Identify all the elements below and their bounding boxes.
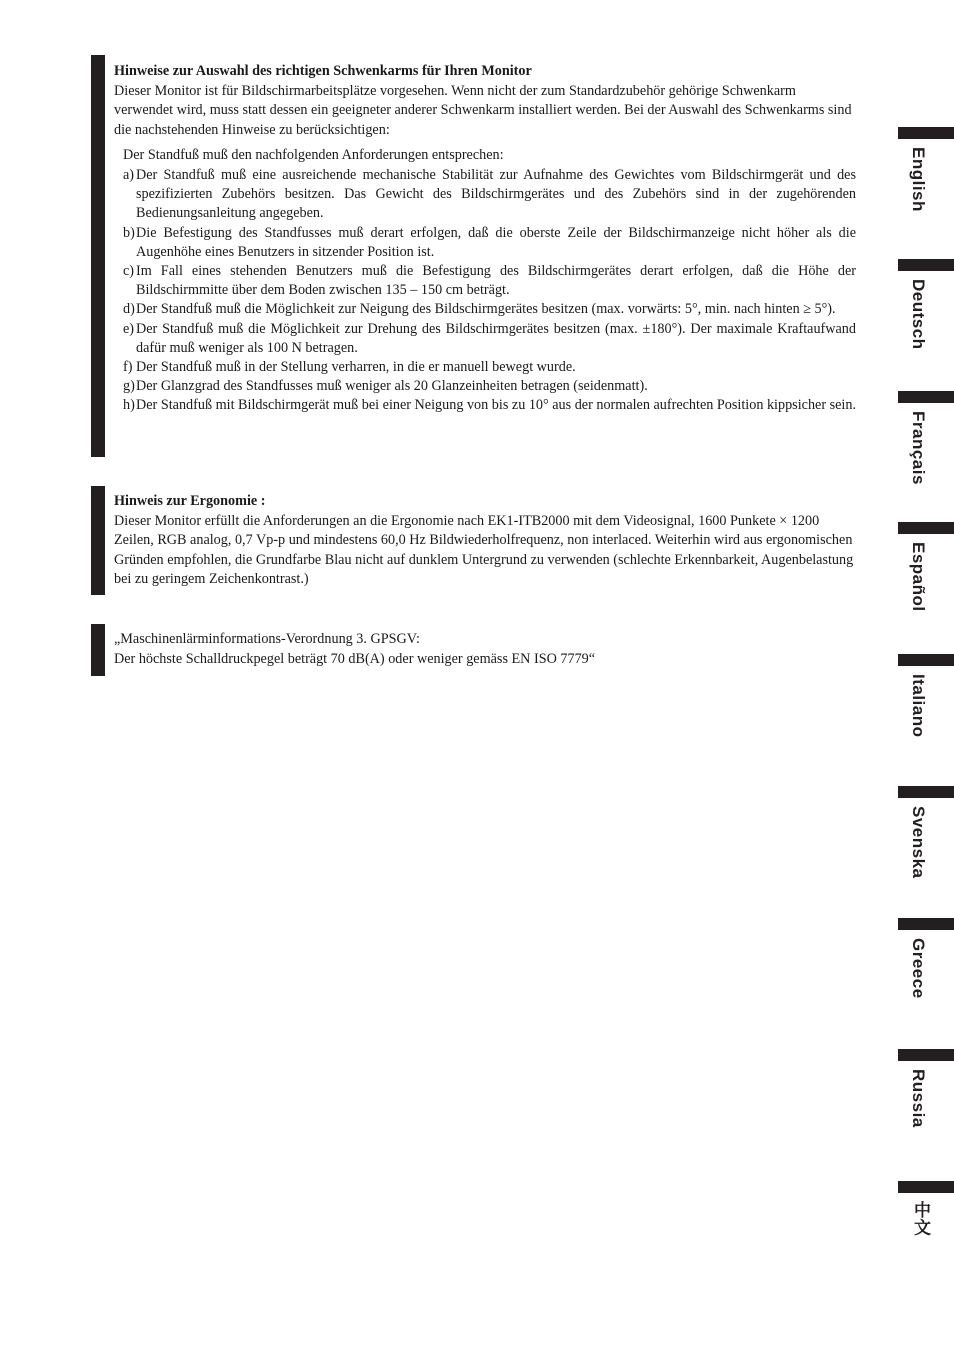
tab-label: English [909,147,928,212]
section-paragraph: Dieser Monitor ist für Bildschirmarbeitsplätze vorgesehen. Wenn nicht der zum Standardzubehör gehörige Schwenkarm verwendet wird, muss statt dessen ein geeigneter anderer Schwenkarm installiert werden. Bei der Auswahl des Schwenkarms sind die nachstehenden Hinweise zu berücksichtigen: [114,82,852,138]
tab-marker [898,1049,954,1061]
tab-english[interactable] [898,127,954,227]
tab-deutsch[interactable] [898,259,954,359]
list-item-text: Der Standfuß muß die Möglichkeit zur Neigung des Bildschirmgerätes besitzen (max. vorwärts: 5°, min. nach hinten ≥ 5°). [136,301,836,318]
list-item [123,320,856,358]
list-item-letter: f) [123,359,133,375]
list-item-letter: e) [123,320,135,337]
requirements-intro: Der Standfuß muß den nachfolgenden Anforderungen entsprechen: [123,147,504,164]
requirements-list [123,166,856,416]
list-item-letter: g) [123,378,135,395]
list-item-letter: a) [123,166,135,183]
tab-label: Deutsch [909,279,928,350]
tab-marker [898,918,954,930]
section-marker-bar [91,624,105,676]
list-item-letter: c) [123,262,135,279]
noise-level-statement: Der höchste Schalldruckpegel beträgt 70 dB(A) oder weniger gemäss EN ISO 7779“ [114,650,596,667]
list-item-letter: d) [123,301,135,318]
list-item [123,396,856,415]
tab-russia[interactable] [898,1049,954,1149]
tab-italiano[interactable] [898,654,954,754]
tab-marker [898,786,954,798]
tab-francais[interactable] [898,391,954,491]
tab-marker [898,391,954,403]
tab-label: Greece [909,938,928,999]
tab-label: Russia [909,1069,928,1128]
section-marker-bar [91,55,105,457]
list-item-text: Der Glanzgrad des Standfusses muß weniger als 20 Glanzeinheiten betragen (seidenmatt). [136,378,648,395]
tab-marker [898,1181,954,1193]
requirements-block [114,146,856,415]
section-marker-bar [91,486,105,595]
list-item-letter: b) [123,224,135,241]
list-item [123,166,856,224]
tab-greece[interactable] [898,918,954,1018]
section-content [114,55,856,416]
list-item [123,377,856,396]
list-item-text: Der Standfuß muß in der Stellung verharren, in die er manuell bewegt wurde. [136,359,576,375]
noise-regulation-title: „Maschinenlärminformations-Verordnung 3. GPSGV: [114,631,420,647]
list-item-text: Im Fall eines stehenden Benutzers muß die Befestigung des Bildschirmgerätes derart erfolgen, daß die Höhe der Bildschirmmitte über dem Boden zwischen 135 – 150 cm beträgt. [136,262,856,299]
tab-label: Italiano [909,674,928,738]
tab-label: Svenska [909,806,928,879]
list-item [123,358,856,377]
list-item [123,224,856,262]
section-content [114,486,856,590]
tab-label: Español [909,542,928,612]
noise-regulation-section [91,624,856,676]
ergonomics-section [91,486,856,595]
tab-label: Français [909,411,928,485]
list-item-text: Der Standfuß mit Bildschirmgerät muß bei einer Neigung von bis zu 10° aus der normalen aufrechten Position kippsicher sein. [136,397,857,414]
section-content [114,624,856,669]
section-paragraph: Dieser Monitor erfüllt die Anforderungen an die Ergonomie nach EK1-ITB2000 mit dem Videosignal, 1600 Punkete × 1200 Zeilen, RGB analog, 0,7 Vp-p und mindestens 60,0 Hz Bildwiederholfrequenz, non interlaced. Weiterhin wird aus ergonomischen Gründen empfohlen, die Grundfarbe Blau nicht auf dunklem Untergrund zu verwenden (schlechte Erkennbarkeit, Augenbelastung bei zu geringem Zeichenkontrast.) [114,512,854,588]
tab-chinese[interactable] [898,1181,954,1281]
tab-marker [898,522,954,534]
tab-espanol[interactable] [898,522,954,622]
list-item-text: Der Standfuß muß die Möglichkeit zur Drehung des Bildschirmgerätes besitzen (max. ±180°). Der maximale Kraftaufwand dafür muß weniger als 100 N betragen. [136,320,856,356]
list-item [123,262,856,300]
list-item-text: Die Befestigung des Standfusses muß derart erfolgen, daß die oberste Zeile der Bildschirmanzeige nicht höher als die Augenhöhe eines Benutzers in sitzender Position ist. [136,224,856,260]
swivel-arm-section [91,55,856,457]
tab-svenska[interactable] [898,786,954,886]
list-item [123,300,856,319]
section-heading: Hinweis zur Ergonomie : [114,493,266,509]
tab-label: 中文 [911,1201,930,1236]
list-item-text: Der Standfuß muß eine ausreichende mechanische Stabilität zur Aufnahme des Gewichtes vom Bildschirmgerät und des spezifizierten Zubehörs besitzen. Das Gewicht des Bildschirmgerätes und des Zubehörs sind in der zugehörenden Bedienungsanleitung angegeben. [136,166,856,222]
list-item-letter: h) [123,397,135,414]
tab-marker [898,654,954,666]
tab-marker [898,259,954,271]
tab-marker [898,127,954,139]
section-heading: Hinweise zur Auswahl des richtigen Schwenkarms für Ihren Monitor [114,63,532,79]
